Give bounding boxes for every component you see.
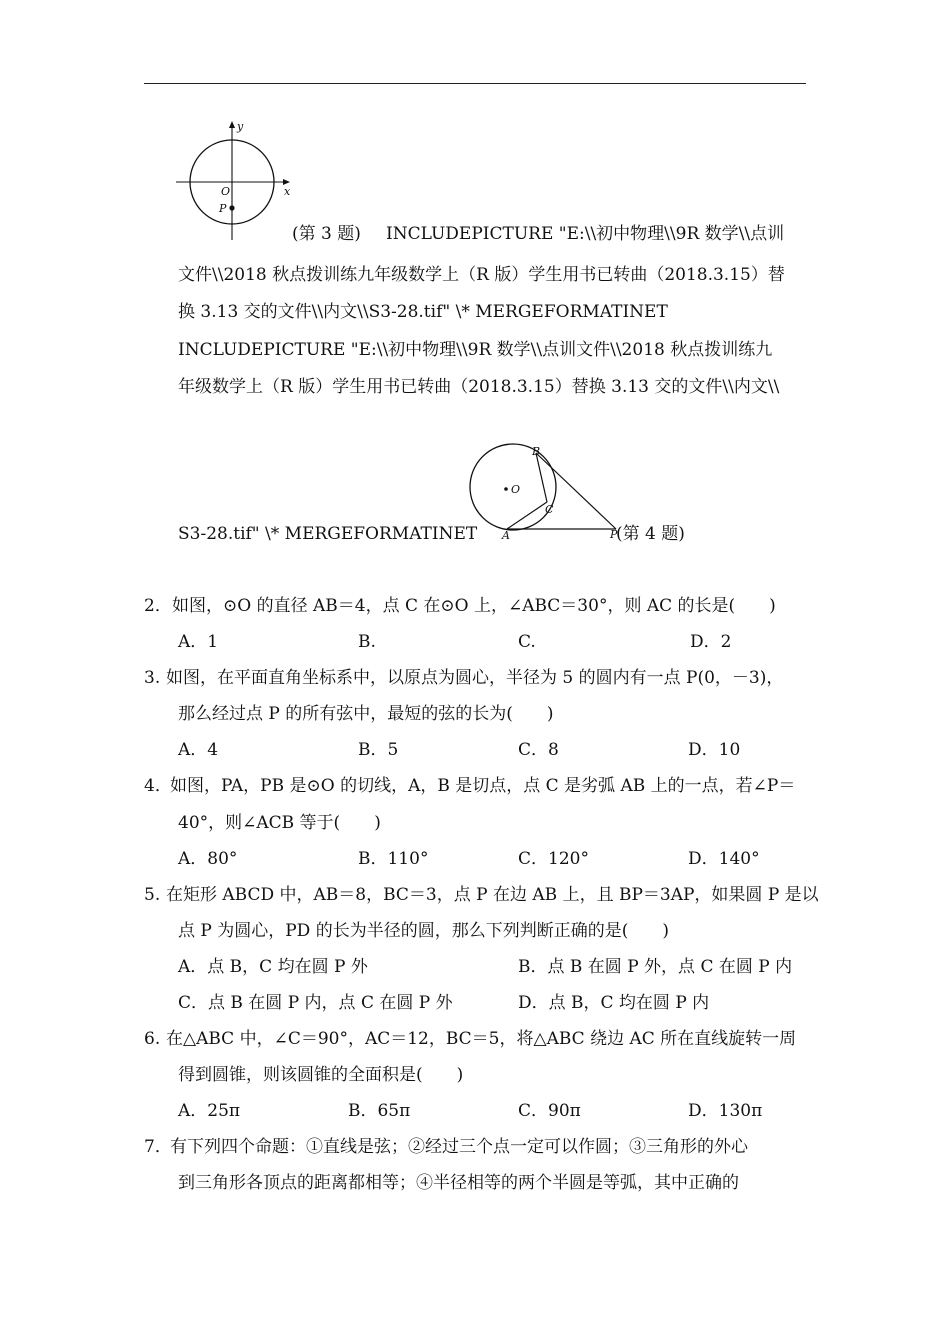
label-p: P [610, 528, 618, 541]
header-rule [144, 83, 806, 84]
option-c: C．点 B 在圆 P 内，点 C 在圆 P 外 [178, 993, 453, 1013]
option-a: A．80° [178, 849, 238, 869]
question-number: 7． [144, 1137, 172, 1157]
include-text-line-2: 文件\\2018 秋点拨训练九年级数学上（R 版）学生用书已转曲（2018.3.15）替 [178, 265, 785, 285]
include-text-line-5: 年级数学上（R 版）学生用书已转曲（2018.3.15）替换 3.13 交的文件\\内文\\ [178, 377, 780, 397]
point-p-dot [229, 205, 234, 210]
question-stem-line-2: 得到圆锥，则该圆锥的全面积是( ) [178, 1065, 464, 1085]
tangent-pb [536, 453, 616, 529]
question-stem-line-2: 那么经过点 P 的所有弦中，最短的弦的长为( ) [178, 704, 554, 724]
question-stem-line-2: 40°，则∠ACB 等于( ) [178, 813, 381, 833]
option-a: A．4 [178, 740, 219, 760]
option-c: C．90π [518, 1101, 581, 1121]
option-c: C．8 [518, 740, 559, 760]
include-text-line-1: INCLUDEPICTURE "E:\\初中物理\\9R 数学\\点训 [386, 224, 785, 244]
center-dot [504, 487, 508, 491]
chord-bc [536, 453, 547, 502]
option-a: A．1 [178, 632, 219, 652]
question-stem-line-2: 点 P 为圆心，PD 的长为半径的圆，那么下列判断正确的是( ) [178, 921, 669, 941]
option-c: C. [518, 632, 536, 652]
chord-ac [507, 502, 547, 529]
figure-3-caption: (第 3 题) [292, 224, 361, 244]
option-a: A．25π [178, 1101, 241, 1121]
label-p: P [219, 202, 227, 215]
question-stem-line-1: 在矩形 ABCD 中，AB＝8，BC＝3，点 P 在边 AB 上，且 BP＝3AP，如果圆 P 是以 [166, 885, 819, 905]
option-a: A．点 B，C 均在圆 P 外 [178, 957, 368, 977]
label-o: O [511, 483, 521, 496]
option-b: B. [358, 632, 376, 652]
option-d: D．2 [690, 632, 732, 652]
label-x: x [284, 185, 291, 198]
question-number: 6. [144, 1029, 161, 1049]
question-stem-line-1: 如图，在平面直角坐标系中，以原点为圆心，半径为 5 的圆内有一点 P(0，－3)， [166, 668, 784, 688]
figure-4-caption: (第 4 题) [616, 524, 685, 544]
figure-4-tangent-diagram [460, 440, 630, 545]
label-b: B [532, 445, 541, 458]
option-d: D．140° [688, 849, 760, 869]
option-d: D．10 [688, 740, 741, 760]
label-c: C [545, 503, 554, 516]
option-b: B．65π [348, 1101, 411, 1121]
question-number: 5. [144, 885, 161, 905]
include-text-line-4: INCLUDEPICTURE "E:\\初中物理\\9R 数学\\点训文件\\2018 秋点拨训练九 [178, 340, 773, 360]
option-d: D．点 B，C 均在圆 P 内 [518, 993, 710, 1013]
option-b: B．点 B 在圆 P 外，点 C 在圆 P 内 [518, 957, 793, 977]
include-text-line-6: S3-28.tif" \* MERGEFORMATINET [178, 524, 478, 544]
question-stem-line-1: 在△ABC 中，∠C＝90°，AC＝12，BC＝5，将△ABC 绕边 AC 所在直线旋转一周 [166, 1029, 797, 1049]
y-axis-arrow-icon [229, 121, 235, 128]
question-stem: 如图，⊙O 的直径 AB＝4，点 C 在⊙O 上，∠ABC＝30°，则 AC 的长是( ) [172, 596, 776, 616]
label-y: y [237, 120, 244, 133]
question-stem-line-1: 有下列四个命题：①直线是弦；②经过三个点一定可以作圆；③三角形的外心 [170, 1137, 748, 1157]
question-number: 4． [144, 776, 172, 796]
label-o: O [221, 185, 231, 198]
question-stem-line-2: 到三角形各顶点的距离都相等；④半径相等的两个半圆是等弧，其中正确的 [178, 1173, 739, 1193]
label-a: A [502, 529, 510, 542]
question-number: 3. [144, 668, 161, 688]
option-b: B．5 [358, 740, 399, 760]
question-number: 2． [144, 596, 172, 616]
option-c: C．120° [518, 849, 589, 869]
option-b: B．110° [358, 849, 429, 869]
question-stem-line-1: 如图，PA，PB 是⊙O 的切线，A，B 是切点，点 C 是劣弧 AB 上的一点，若∠P＝ [170, 776, 796, 796]
figure-3-circle-diagram [172, 118, 302, 243]
option-d: D．130π [688, 1101, 763, 1121]
include-text-line-3: 换 3.13 交的文件\\内文\\S3-28.tif" \* MERGEFORMATINET [178, 302, 668, 322]
